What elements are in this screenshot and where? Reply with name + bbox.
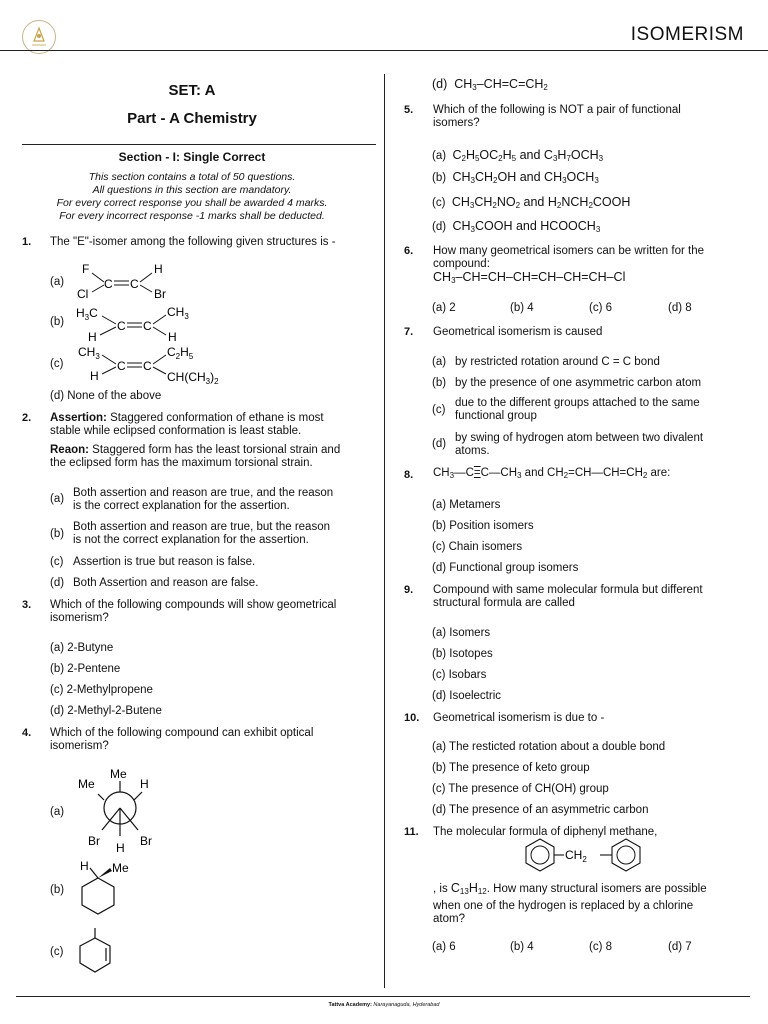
question-text: compound: — [433, 258, 490, 270]
instruction-line: All questions in this section are mandatory. — [92, 184, 292, 196]
option-text: due to the different groups attached to the same — [455, 397, 700, 409]
svg-text:C2H5: $C_2H_5$ — [167, 345, 194, 361]
option-text: (b) 4 — [510, 941, 534, 953]
option-label: (c) — [50, 946, 64, 958]
svg-text:Cl: Cl — [77, 287, 89, 301]
question-text: Compound with same molecular formula but different — [433, 584, 703, 596]
question-number: 7. — [404, 326, 414, 338]
svg-text:H: H — [154, 262, 163, 276]
option-text: (b) The presence of keto group — [432, 762, 590, 774]
option-text: (c) Chain isomers — [432, 541, 523, 553]
header-rule — [0, 50, 768, 51]
option-text: is the correct explanation for the assertion. — [73, 500, 290, 512]
set-title: SET: A — [168, 82, 216, 99]
question-text: isomerism? — [50, 740, 109, 752]
option-text: Assertion is true but reason is false. — [73, 556, 256, 568]
svg-text:H: H — [140, 777, 149, 791]
option-text: (d) 7 — [668, 941, 692, 953]
question-text: Which of the following is NOT a pair of functional — [433, 104, 681, 116]
question-number: 9. — [404, 584, 414, 596]
option-5d: (d) $CH_3COOH$ and $HCOOCH_3$ — [432, 219, 601, 234]
question-text: The molecular formula of diphenyl methane, — [433, 826, 658, 838]
reason-line: Staggered form has the least torsional strain and — [88, 444, 341, 456]
reason-text — [50, 444, 380, 457]
question-suffix: . How many structural isomers are possible — [486, 883, 707, 895]
option-label: (a) — [50, 276, 65, 288]
question-text: Which of the following compounds will show geometrical — [50, 599, 337, 611]
cyclohexene-structure — [76, 926, 136, 981]
option-label: (a) — [50, 493, 65, 505]
question-number: 10. — [404, 712, 420, 724]
option-5c: (c) $CH_3CH_2NO_2$ and $H_2NCH_2COOH$ — [432, 195, 631, 210]
svg-text:C: C — [130, 277, 139, 291]
svg-text:Br: Br — [88, 834, 100, 848]
question-suffix: are: — [647, 467, 671, 479]
reason-line: the eclipsed form has the maximum torsional strain. — [50, 457, 313, 469]
option-text: (a) 6 — [432, 941, 456, 953]
assertion-text — [50, 412, 380, 425]
option-text: atoms. — [455, 445, 490, 457]
option-text: (d) The presence of an asymmetric carbon — [432, 804, 649, 816]
svg-text:C: C — [104, 277, 113, 291]
question-text: The "E"-isomer among the following given structures is - — [50, 236, 336, 248]
question-number: 4. — [22, 727, 32, 739]
academy-logo-icon — [22, 20, 56, 54]
question-text: , is $C_{13}H_{12}$. How many structural isomers are possible — [433, 881, 707, 896]
question-text: Geometrical isomerism is due to - — [433, 712, 605, 724]
footer-rule — [16, 996, 750, 997]
instruction-line: This section contains a total of 50 questions. — [88, 171, 296, 183]
svg-text:Me: Me — [112, 861, 129, 875]
option-label: (b) — [50, 316, 65, 328]
option-label: (d) — [432, 438, 447, 450]
svg-text:C: C — [143, 319, 152, 333]
question-text: isomers? — [433, 117, 480, 129]
svg-text:Br: Br — [140, 834, 152, 848]
option-text: (c) Isobars — [432, 669, 487, 681]
option-label: (a) — [432, 356, 447, 368]
newman-projection-structure — [76, 764, 186, 862]
question-text: isomerism? — [50, 612, 109, 624]
question-text: Which of the following compound can exhibit optical — [50, 727, 314, 739]
svg-text:Me: Me — [110, 767, 127, 781]
option-text: (c) 2-Methylpropene — [50, 684, 153, 696]
option-text: (a) 2-Butyne — [50, 642, 114, 654]
svg-text:Br: Br — [154, 287, 166, 301]
section-title: Section - I: Single Correct — [118, 150, 266, 164]
option-label: (d) — [50, 577, 65, 589]
option-text: (d) Functional group isomers — [432, 562, 579, 574]
option-text: Both Assertion and reason are false. — [73, 577, 259, 589]
option-label: (b) — [50, 528, 65, 540]
option-label: (b) — [432, 172, 447, 184]
svg-text:CH3: $CH_3$ — [167, 305, 189, 321]
option-5b: (b) $CH_3CH_2OH$ and $CH_3OCH_3$ — [432, 170, 599, 185]
section-rule — [22, 144, 376, 145]
svg-text:H3C: $H_3C$ — [76, 306, 98, 322]
question-number: 5. — [404, 104, 414, 116]
page-footer — [0, 1002, 768, 1008]
structure-1c — [74, 342, 234, 389]
diphenyl-methane-structure — [520, 836, 660, 877]
structure-1a — [74, 260, 184, 305]
question-number: 3. — [22, 599, 32, 611]
question-compound: $CH_3-CH=CH-CH=CH-CH=CH-Cl$ — [433, 270, 626, 285]
option-text: (d) 2-Methyl-2-Butene — [50, 705, 162, 717]
svg-text:CH3: $CH_3$ — [78, 345, 100, 361]
assertion-line: stable while eclipsed conformation is least stable. — [50, 425, 302, 437]
svg-text:H: H — [90, 369, 99, 383]
svg-text:Me: Me — [78, 777, 95, 791]
option-5a: (a) $C_2H_5OC_2H_5$ and $C_3H_7OCH_3$ — [432, 148, 604, 163]
option-text: (a) The resticted rotation about a double bond — [432, 741, 666, 753]
option-label: (c) — [50, 556, 64, 568]
option-text: (a) Isomers — [432, 627, 491, 639]
svg-text:C: C — [117, 319, 126, 333]
option-text: (a) 2 — [432, 302, 456, 314]
instruction-line: For every incorrect response -1 marks shall be deducted. — [59, 210, 325, 222]
part-title: Part - A Chemistry — [127, 110, 257, 127]
svg-text:H: H — [88, 330, 97, 344]
question-text: $CH_3—C=C—CH_3$ and $CH_2=CH—CH=CH_2$ are: — [433, 467, 671, 480]
option-text: (a) Metamers — [432, 499, 501, 511]
svg-text:CH(CH3)2: $CH(CH_3)_2$ — [167, 370, 219, 386]
svg-text:H: H — [80, 859, 89, 873]
option-label: (c) — [50, 358, 64, 370]
assertion-line: Staggered conformation of ethane is most — [106, 412, 324, 424]
instruction-line: For every correct response you shall be awarded 4 marks. — [56, 197, 328, 209]
option-text: by the presence of one asymmetric carbon atom — [455, 377, 702, 389]
structure-1b — [74, 302, 204, 347]
option-text: (b) Isotopes — [432, 648, 493, 660]
option-label: (a) — [50, 806, 65, 818]
option-label: (c) — [432, 197, 446, 209]
assertion-label: Assertion: — [50, 412, 107, 424]
option-text: (d) None of the above — [50, 390, 162, 402]
option-text: by swing of hydrogen atom between two divalent — [455, 432, 704, 444]
question-text: How many geometrical isomers can be written for the — [433, 245, 704, 257]
option-text: (b) 4 — [510, 302, 534, 314]
option-text: Both assertion and reason are true, but the reason — [73, 521, 330, 533]
cyclohexane-structure — [76, 856, 146, 929]
option-text: functional group — [455, 410, 537, 422]
question-number: 11. — [404, 826, 419, 838]
svg-text:C: C — [117, 359, 126, 373]
page-title: ISOMERISM — [630, 24, 744, 45]
svg-text:H: H — [168, 330, 177, 344]
question-text: Geometrical isomerism is caused — [433, 326, 603, 338]
option-text: (c) The presence of CH(OH) group — [432, 783, 609, 795]
svg-text:C: C — [143, 359, 152, 373]
option-text: (b) Position isomers — [432, 520, 534, 532]
question-number: 1. — [22, 236, 32, 248]
question-number: 8. — [404, 469, 414, 481]
column-divider — [384, 74, 385, 988]
reason-label: Reaon: — [50, 444, 89, 456]
question-number: 6. — [404, 245, 414, 257]
option-label: (b) — [432, 377, 447, 389]
option-label: (c) — [432, 404, 446, 416]
question-text: structural formula are called — [433, 597, 575, 609]
option-label: (b) — [50, 884, 65, 896]
option-text: (b) 2-Pentene — [50, 663, 121, 675]
footer-place: Narayanaguda, Hyderabad — [371, 1002, 440, 1008]
page-header — [0, 0, 768, 52]
option-text: (c) 6 — [589, 302, 612, 314]
option-label: (d) — [432, 221, 447, 233]
svg-text:CH2: $CH_2$ — [565, 848, 587, 864]
svg-text:H: H — [116, 841, 125, 855]
option-text: (d) $CH_3-CH=C=CH_2$ — [432, 77, 548, 92]
option-text: is not the correct explanation for the assertion. — [73, 534, 309, 546]
option-text: Both assertion and reason are true, and the reason — [73, 487, 334, 499]
question-text: atom? — [433, 913, 465, 925]
option-text: (d) 8 — [668, 302, 692, 314]
option-label: (a) — [432, 150, 447, 162]
svg-text:F: F — [82, 262, 90, 276]
question-text: when one of the hydrogen is replaced by a chlorine — [433, 900, 694, 912]
option-text: (c) 8 — [589, 941, 612, 953]
option-text: (d) Isoelectric — [432, 690, 502, 702]
question-number: 2. — [22, 412, 32, 424]
footer-org: Tattva Academy: — [328, 1002, 372, 1008]
option-text: by restricted rotation around C = C bond — [455, 356, 660, 368]
